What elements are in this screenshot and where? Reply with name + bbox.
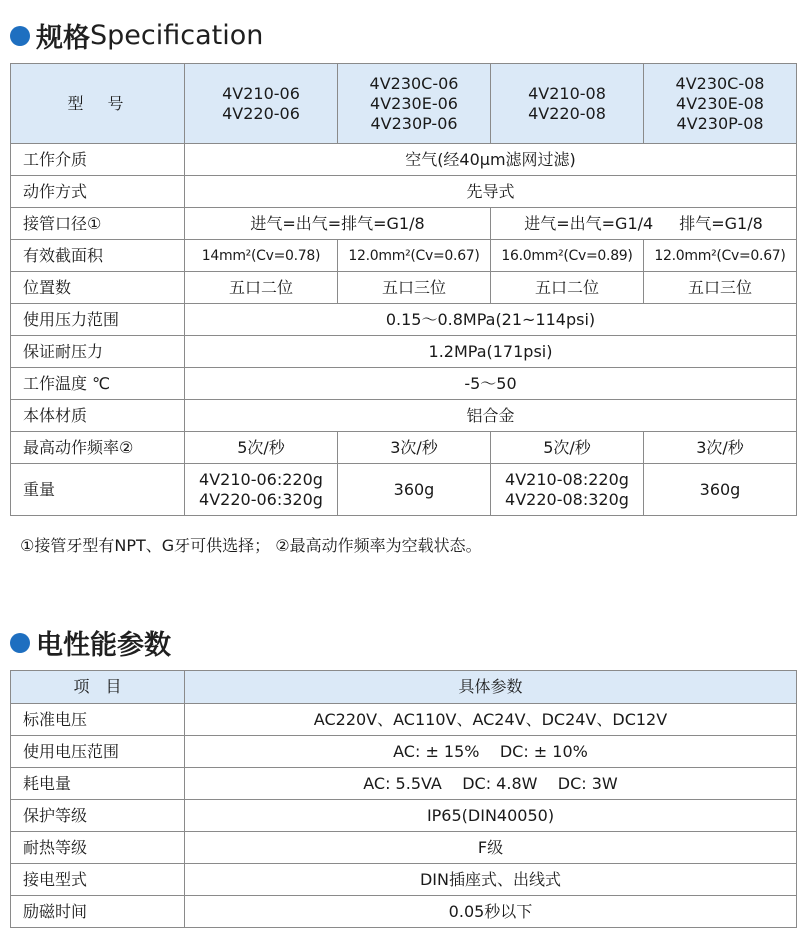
row-label: 使用电压范围 [11, 736, 185, 768]
model-name: 4V220-06 [222, 103, 300, 123]
model-group-2 [338, 64, 491, 144]
spec-header-row [11, 64, 797, 144]
row-label: 使用压力范围 [11, 304, 185, 336]
row-value: F级 [185, 832, 797, 864]
table-row [11, 736, 797, 768]
row-value: 进气=出气=排气=G1/8 [185, 208, 491, 240]
weight-line: 4V210-08:220g [505, 469, 629, 489]
table-row [11, 768, 797, 800]
model-name: 4V230C-06 [369, 73, 459, 93]
row-value: 0.15～0.8MPa(21~114psi) [185, 304, 797, 336]
row-area [11, 240, 797, 272]
row-value: 16.0mm²(Cv=0.89) [491, 240, 644, 272]
electric-title: 电性能参数 [36, 630, 171, 661]
row-label: 有效截面积 [11, 240, 185, 272]
row-value [491, 208, 797, 240]
row-value: DIN插座式、出线式 [185, 864, 797, 896]
row-value: 先导式 [185, 176, 797, 208]
model-name: 4V230P-06 [370, 113, 458, 133]
row-value: 五口三位 [338, 272, 491, 304]
row-label: 重量 [11, 464, 185, 516]
row-temperature [11, 368, 797, 400]
row-value: 3次/秒 [338, 432, 491, 464]
table-row [11, 832, 797, 864]
row-value: 铝合金 [185, 400, 797, 432]
row-label: 本体材质 [11, 400, 185, 432]
row-value: 14mm²(Cv=0.78) [185, 240, 338, 272]
row-value [185, 464, 338, 516]
electric-table [10, 670, 797, 928]
row-label: 标准电压 [11, 704, 185, 736]
model-group-4 [644, 64, 797, 144]
weight-line: 4V220-08:320g [505, 489, 629, 509]
electric-section-title [10, 623, 171, 662]
row-positions [11, 272, 797, 304]
row-value: 5次/秒 [185, 432, 338, 464]
row-value: 12.0mm²(Cv=0.67) [644, 240, 797, 272]
model-name: 4V210-06 [222, 83, 300, 103]
row-label: 励磁时间 [11, 896, 185, 928]
model-name: 4V230P-08 [676, 113, 764, 133]
electric-header-row [11, 671, 797, 704]
row-label: 耗电量 [11, 768, 185, 800]
params-header: 具体参数 [185, 671, 797, 704]
row-medium [11, 144, 797, 176]
model-group-1 [185, 64, 338, 144]
table-row [11, 800, 797, 832]
row-value: 0.05秒以下 [185, 896, 797, 928]
row-proof-pressure [11, 336, 797, 368]
row-material [11, 400, 797, 432]
row-value [491, 464, 644, 516]
row-label: 工作介质 [11, 144, 185, 176]
row-value: 12.0mm²(Cv=0.67) [338, 240, 491, 272]
model-group-3 [491, 64, 644, 144]
port-exhaust: 排气=G1/8 [679, 213, 763, 233]
spec-footnote: ①接管牙型有NPT、G牙可供选择； ②最高动作频率为空载状态。 [20, 536, 482, 555]
row-action [11, 176, 797, 208]
model-header-label: 型 号 [11, 64, 185, 144]
spec-title-cn: 规格 [36, 23, 90, 54]
weight-line: 4V220-06:320g [199, 489, 323, 509]
row-label: 保证耐压力 [11, 336, 185, 368]
row-value: 360g [338, 464, 491, 516]
row-value: 1.2MPa(171psi) [185, 336, 797, 368]
item-header: 项 目 [11, 671, 185, 704]
spec-title-en: Specification [90, 20, 264, 51]
model-name: 4V230E-08 [676, 93, 764, 113]
row-label: 耐热等级 [11, 832, 185, 864]
bullet-dot-icon [10, 26, 30, 46]
row-label: 接电型式 [11, 864, 185, 896]
row-value: 空气(经40μm滤网过滤) [185, 144, 797, 176]
table-row [11, 704, 797, 736]
model-name: 4V220-08 [528, 103, 606, 123]
row-label: 位置数 [11, 272, 185, 304]
row-value: 五口二位 [185, 272, 338, 304]
row-value: AC: 5.5VA DC: 4.8W DC: 3W [185, 768, 797, 800]
spec-section-title [10, 16, 263, 55]
row-value: AC220V、AC110V、AC24V、DC24V、DC12V [185, 704, 797, 736]
row-value: 5次/秒 [491, 432, 644, 464]
row-pressure-range [11, 304, 797, 336]
row-frequency [11, 432, 797, 464]
row-value: IP65(DIN40050) [185, 800, 797, 832]
model-name: 4V230E-06 [370, 93, 458, 113]
row-value: 五口三位 [644, 272, 797, 304]
row-weight [11, 464, 797, 516]
row-label: 保护等级 [11, 800, 185, 832]
row-value: 3次/秒 [644, 432, 797, 464]
model-name: 4V210-08 [528, 83, 606, 103]
row-value: 五口二位 [491, 272, 644, 304]
row-label: 最高动作频率② [11, 432, 185, 464]
row-value: 360g [644, 464, 797, 516]
row-value: AC: ± 15% DC: ± 10% [185, 736, 797, 768]
row-label: 动作方式 [11, 176, 185, 208]
weight-line: 4V210-06:220g [199, 469, 323, 489]
row-port [11, 208, 797, 240]
table-row [11, 896, 797, 928]
spec-table [10, 63, 797, 516]
model-name: 4V230C-08 [675, 73, 765, 93]
row-label: 工作温度 ℃ [11, 368, 185, 400]
row-value: -5～50 [185, 368, 797, 400]
table-row [11, 864, 797, 896]
row-label: 接管口径① [11, 208, 185, 240]
bullet-dot-icon [10, 633, 30, 653]
port-inlet-outlet: 进气=出气=G1/4 [524, 213, 654, 233]
